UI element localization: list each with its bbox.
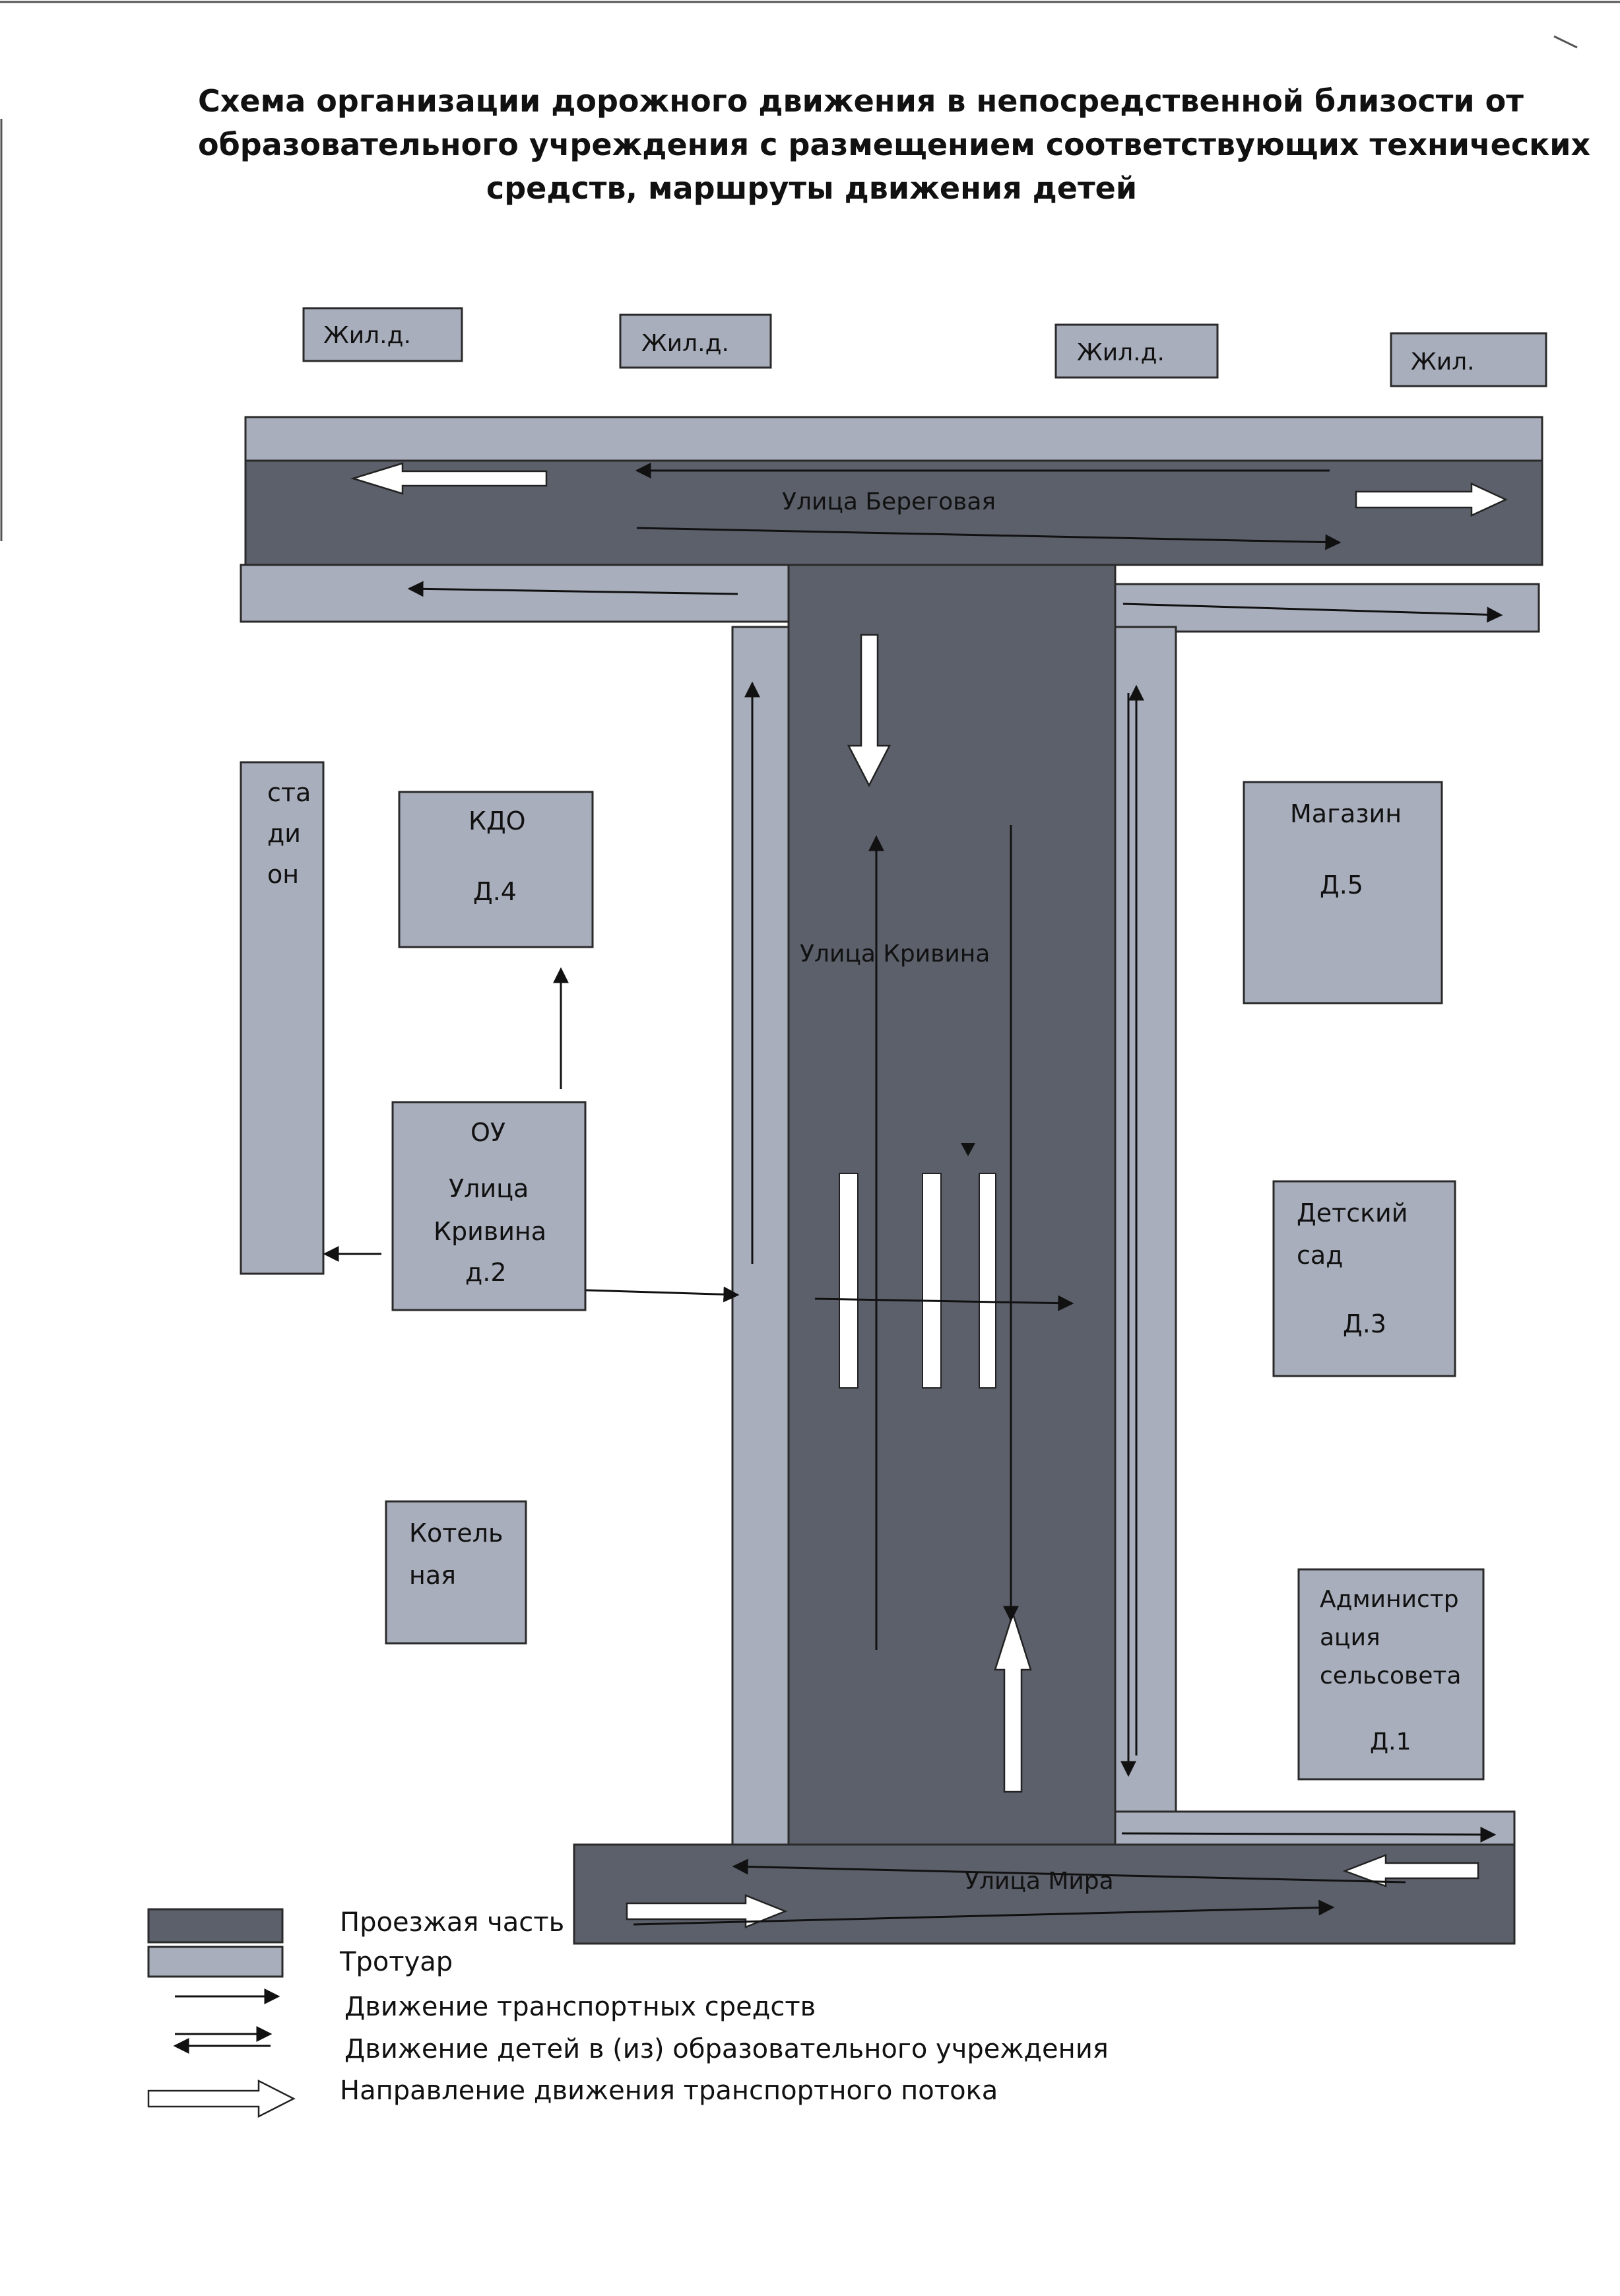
sidewalk-beregovaya-south-east — [1115, 584, 1539, 632]
boiler-label-1: Котель — [409, 1519, 503, 1548]
diagram-title — [198, 79, 1591, 210]
school-label-street: Улица — [449, 1174, 529, 1203]
administration-label-3: сельсовета — [1320, 1662, 1462, 1689]
boiler-house — [386, 1501, 526, 1643]
kindergarten-label-2: сад — [1297, 1241, 1344, 1270]
street-label-beregovaya: Улица Береговая — [782, 488, 996, 515]
stadium-label-2: ди — [267, 819, 301, 848]
legend-sidewalk-swatch — [148, 1947, 282, 1977]
school-label-street-name: Кривина — [434, 1217, 547, 1246]
school-label-name: ОУ — [470, 1118, 506, 1147]
scan-corner-mark — [1554, 36, 1577, 48]
crossing-stripe-1 — [839, 1173, 858, 1388]
kindergarten-building — [1274, 1181, 1455, 1376]
administration-building — [1299, 1569, 1483, 1779]
sidewalk-beregovaya-north — [245, 417, 1542, 461]
kdo-building — [399, 792, 593, 947]
crossing-stripe-2 — [923, 1173, 941, 1388]
shop-label-name: Магазин — [1290, 799, 1402, 828]
children-line-school-to-krivina — [586, 1290, 738, 1295]
street-label-mira: Улица Мира — [965, 1868, 1114, 1895]
school-label-number: д.2 — [465, 1258, 507, 1287]
title-line-3: средств, маршруты движения детей — [486, 170, 1138, 206]
shop-label-number: Д.5 — [1320, 870, 1363, 900]
crossing-stripe-3 — [979, 1173, 996, 1388]
legend-vehicles-label: Движение транспортных средств — [344, 1992, 816, 2022]
administration-label-2: ация — [1320, 1624, 1380, 1651]
house-2-label: Жил.д. — [641, 330, 729, 357]
title-line-2: образовательного учреждения с размещением соответствующих технических — [198, 127, 1591, 162]
shop-building — [1244, 782, 1442, 1003]
legend-roadway-label: Проезжая часть — [340, 1907, 565, 1938]
children-line-mira-north-east — [1122, 1833, 1495, 1835]
administration-label-number: Д.1 — [1370, 1728, 1411, 1755]
administration-label-1: Администр — [1320, 1586, 1459, 1613]
sidewalk-krivina-east — [1115, 627, 1176, 1815]
kdo-label-name: КДО — [469, 806, 526, 836]
legend-traffic-flow-label: Направление движения транспортного потока — [340, 2076, 998, 2106]
road-krivina — [789, 565, 1115, 1858]
house-4-label: Жил. — [1411, 348, 1475, 376]
sidewalk-krivina-west — [732, 627, 790, 1848]
legend-symbols — [148, 1909, 294, 2116]
stadium-label-1: ста — [267, 778, 311, 807]
legend-roadway-swatch — [148, 1909, 282, 1942]
house-1-label: Жил.д. — [323, 322, 411, 349]
house-3-label: Жил.д. — [1077, 339, 1165, 366]
kindergarten-label-number: Д.3 — [1343, 1309, 1386, 1338]
stadium-label-3: он — [267, 860, 300, 889]
legend-sidewalk-label: Тротуар — [340, 1947, 453, 1977]
boiler-label-2: ная — [409, 1561, 456, 1590]
title-line-1: Схема организации дорожного движения в непосредственной близости от — [198, 83, 1524, 119]
street-label-krivina: Улица Кривина — [800, 940, 990, 968]
kdo-label-number: Д.4 — [473, 877, 517, 906]
legend-traffic-flow-arrow-icon — [148, 2081, 294, 2116]
legend-children-label: Движение детей в (из) образовательного учреждения — [344, 2034, 1109, 2064]
kindergarten-label-1: Детский — [1297, 1198, 1408, 1228]
stadium — [241, 762, 323, 1274]
school-building — [393, 1102, 585, 1310]
